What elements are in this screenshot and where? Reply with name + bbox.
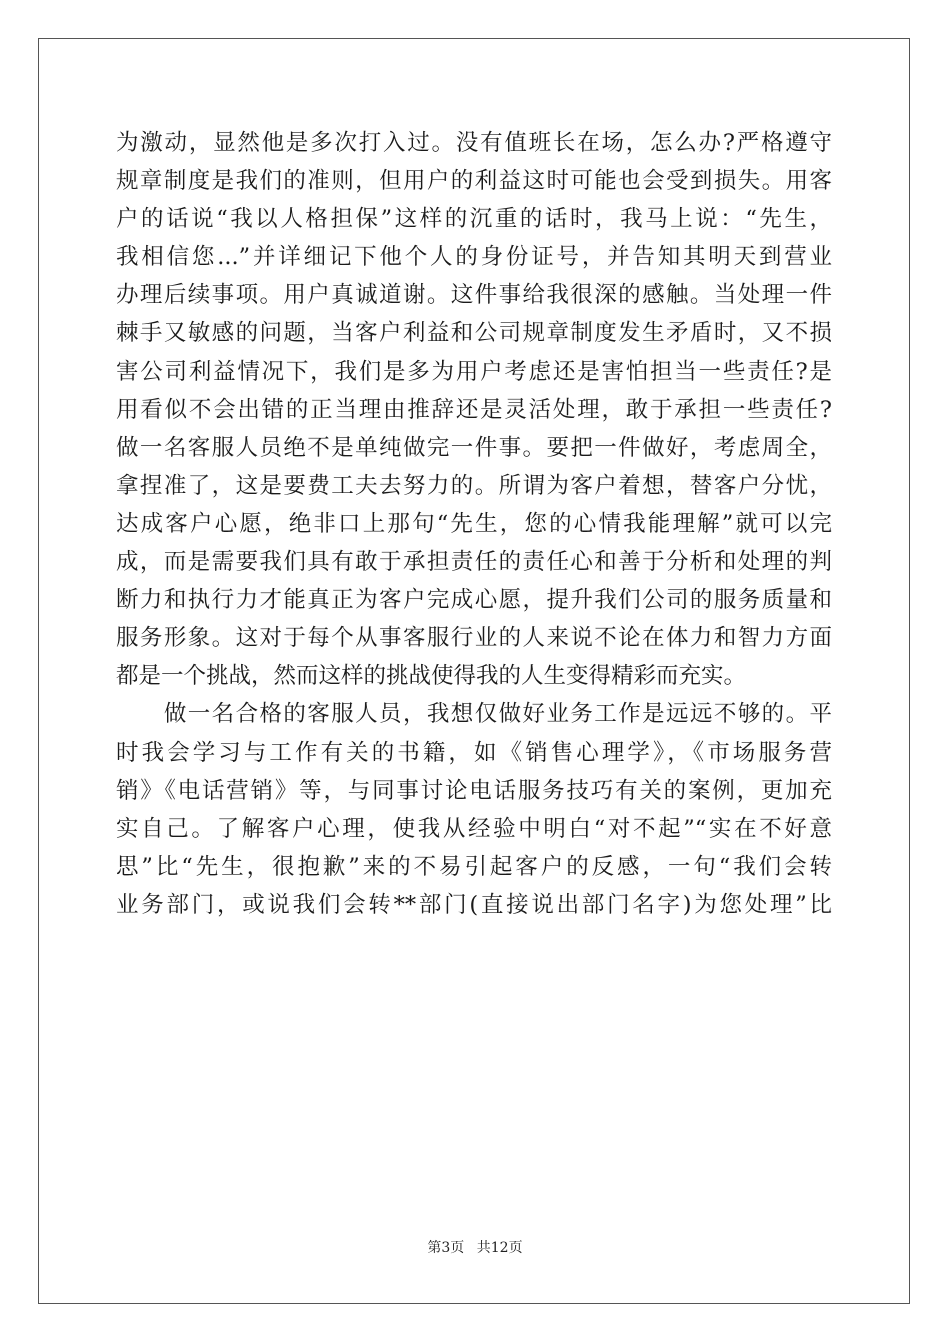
text-line: 时我会学习与工作有关的书籍，如《销售心理学》，《市场服务营 xyxy=(116,739,832,766)
text-line: 为激动，显然他是多次打入过。没有值班长在场，怎么办?严格遵守 xyxy=(116,130,832,156)
text-line: 断力和执行力才能真正为客户完成心愿，提升我们公司的服务质量和 xyxy=(116,587,832,614)
text-line: 户的话说“我以人格担保”这样的沉重的话时，我马上说：“先生， xyxy=(116,206,832,233)
document-body xyxy=(116,124,832,924)
text-line: 达成客户心愿，绝非口上那句“先生，您的心情我能理解”就可以完 xyxy=(116,510,832,537)
text-line: 成，而是需要我们具有敢于承担责任的责任心和善于分析和处理的判 xyxy=(116,549,832,576)
text-line: 用看似不会出错的正当理由推辞还是灵活处理，敢于承担一些责任? xyxy=(116,396,832,423)
page-number-current: 第3页 xyxy=(427,1240,465,1256)
text-line: 做一名合格的客服人员，我想仅做好业务工作是远远不够的。平 xyxy=(116,701,832,728)
page-number-total: 共12页 xyxy=(476,1240,523,1256)
text-line: 思”比“先生，很抱歉”来的不易引起客户的反感，一句“我们会转 xyxy=(116,853,832,880)
text-line: 都是一个挑战，然而这样的挑战使得我的人生变得精彩而充实。 xyxy=(116,663,747,690)
text-line: 实自己。了解客户心理，使我从经验中明白“对不起”“实在不好意 xyxy=(116,815,832,842)
text-line: 做一名客服人员绝不是单纯做完一件事。要把一件做好，考虑周全， xyxy=(116,434,832,461)
text-line: 销》《电话营销》等，与同事讨论电话服务技巧有关的案例，更加充 xyxy=(116,777,832,804)
text-line: 拿捏准了，这是要费工夫去努力的。所谓为客户着想，替客户分忧， xyxy=(116,472,832,499)
text-line: 棘手又敏感的问题，当客户利益和公司规章制度发生矛盾时，又不损 xyxy=(116,320,832,347)
text-line: 害公司利益情况下，我们是多为用户考虑还是害怕担当一些责任?是 xyxy=(116,358,832,385)
text-line: 我相信您...”并详细记下他个人的身份证号，并告知其明天到营业 xyxy=(116,244,832,271)
page-footer xyxy=(0,1238,950,1258)
text-line: 服务形象。这对于每个从事客服行业的人来说不论在体力和智力方面 xyxy=(116,625,832,652)
text-line: 规章制度是我们的准则，但用户的利益这时可能也会受到损失。用客 xyxy=(116,168,832,195)
text-line: 业务部门，或说我们会转**部门(直接说出部门名字)为您处理”比 xyxy=(116,891,832,918)
text-line: 办理后续事项。用户真诚道谢。这件事给我很深的感触。当处理一件 xyxy=(116,282,832,309)
